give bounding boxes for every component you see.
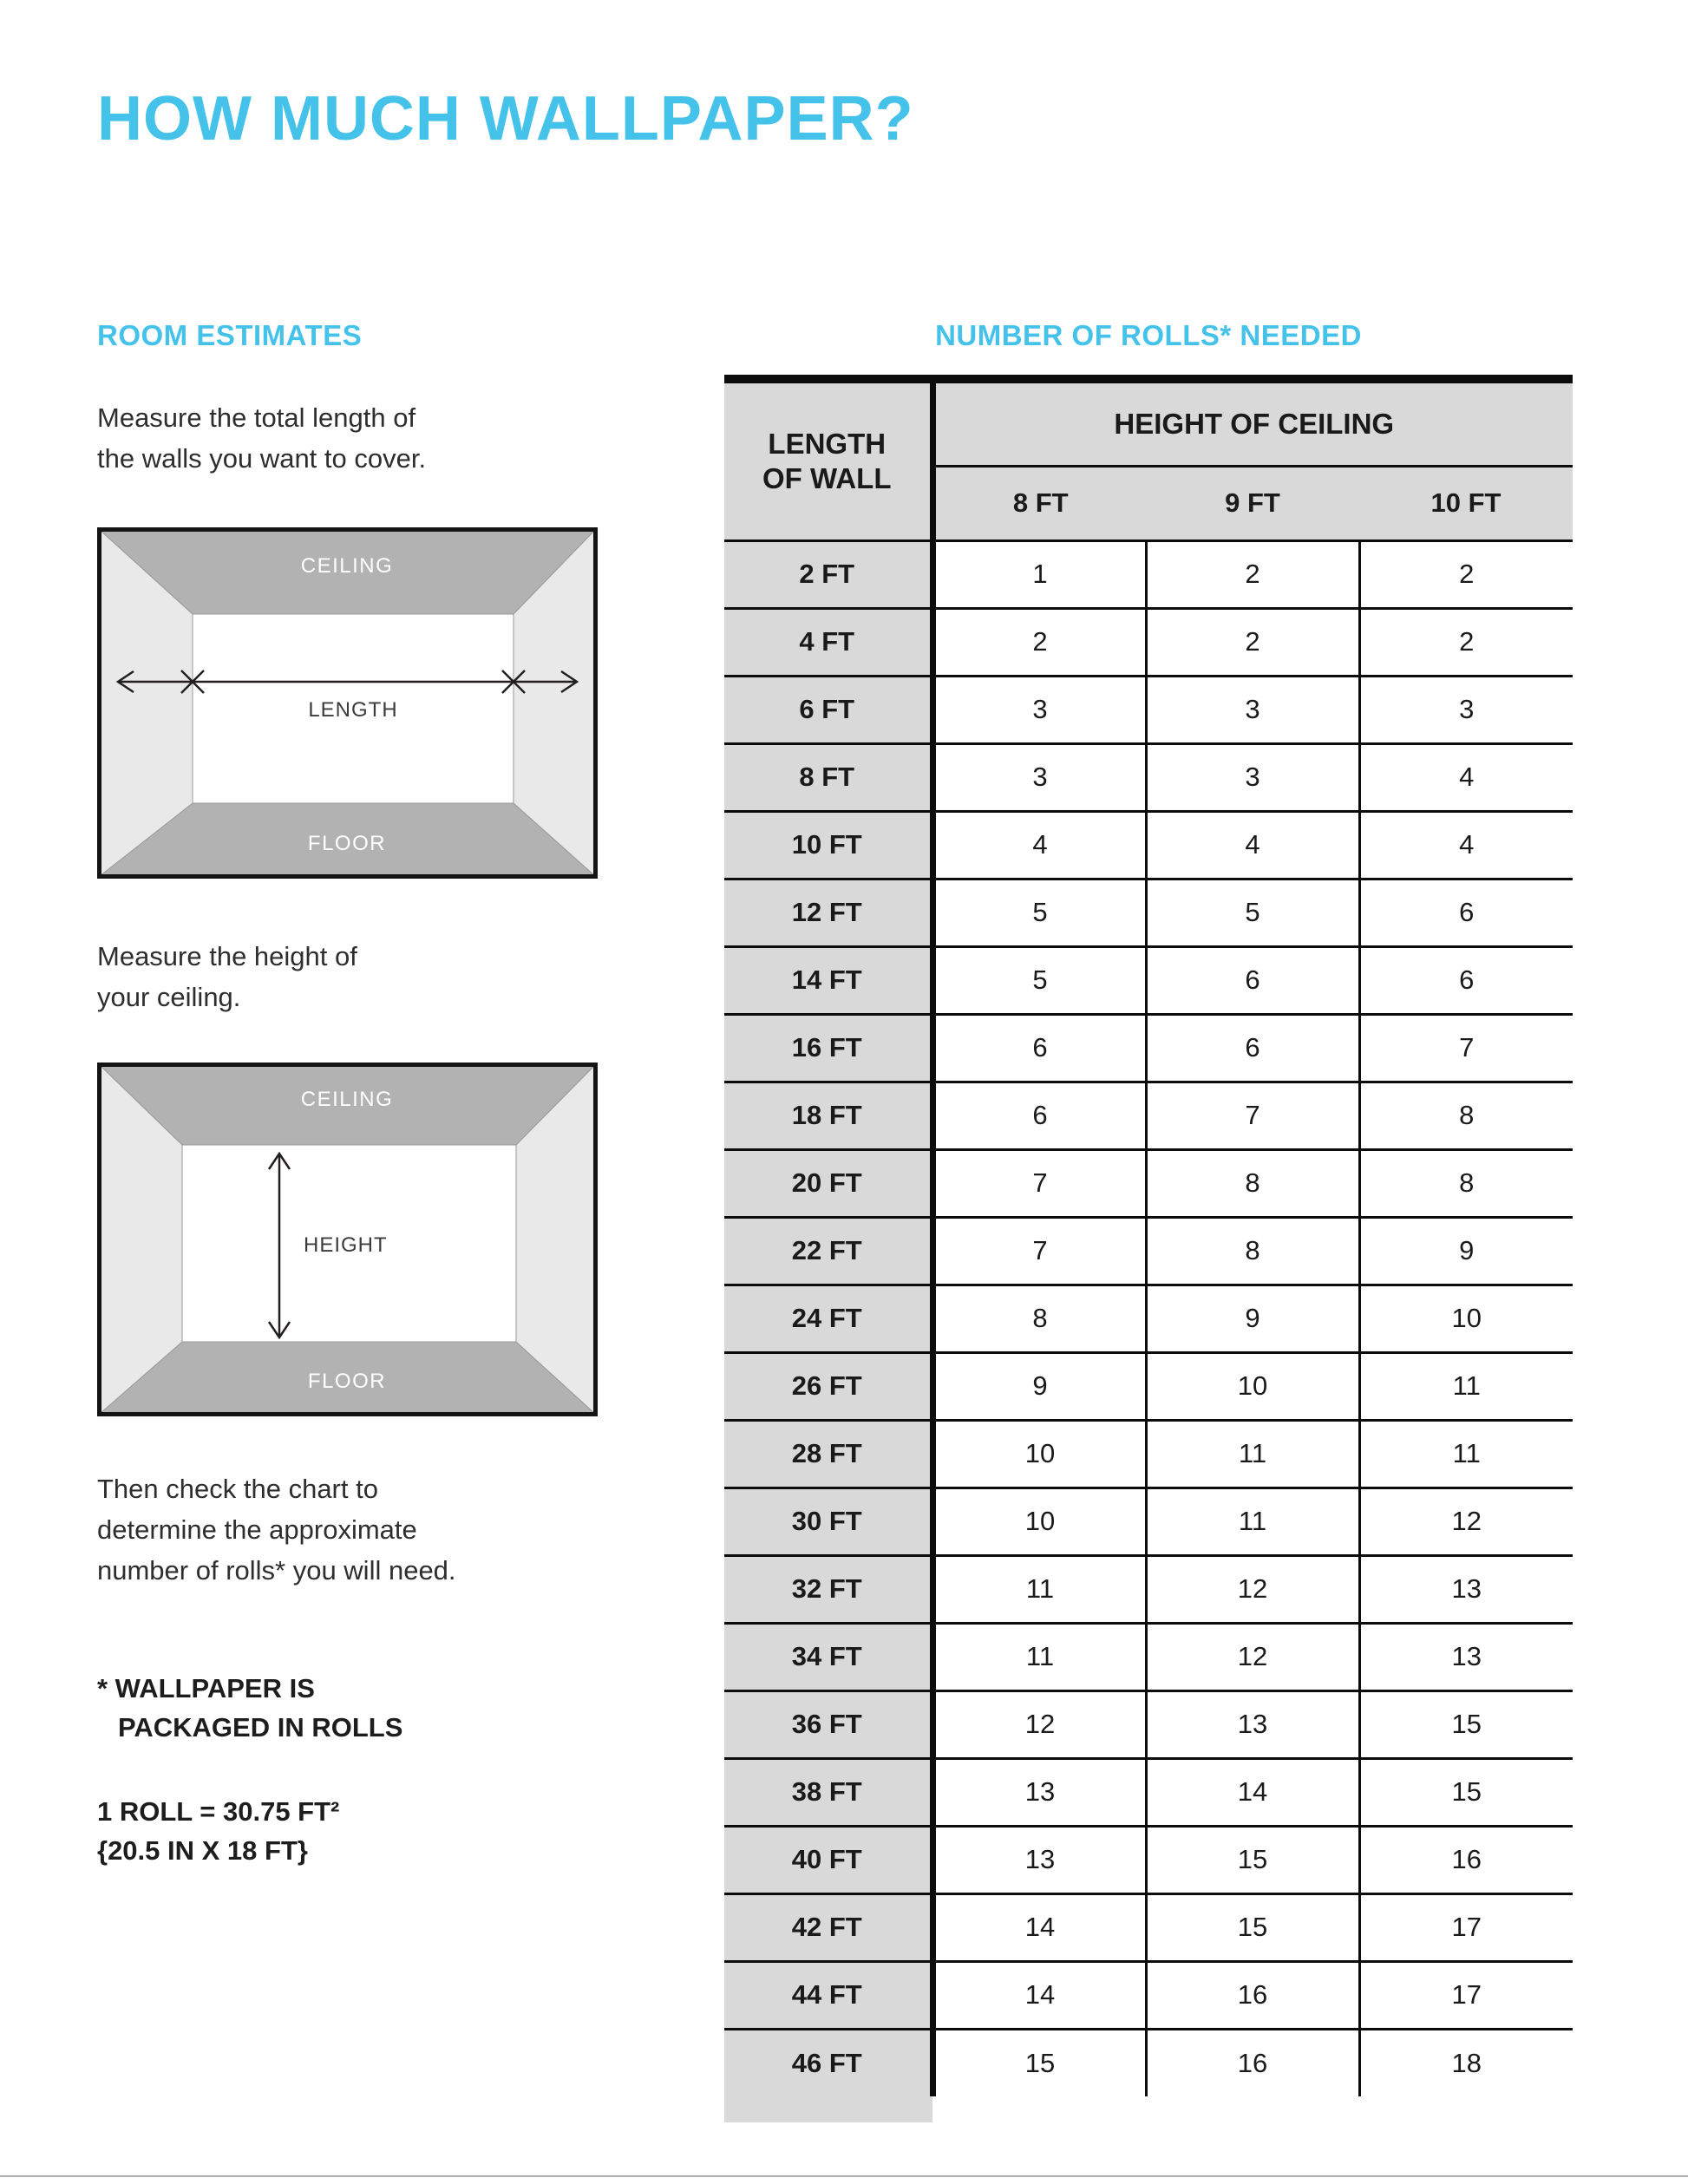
table-row	[724, 1488, 1573, 1555]
roll-count-cell: 15	[1024, 2047, 1056, 2078]
wall-length-cell: 22 FT	[724, 1217, 932, 1285]
roll-count-cell: 6	[932, 1014, 1146, 1082]
roll-count-cell: 15	[1146, 1893, 1359, 1961]
text-line: LENGTH	[768, 427, 887, 460]
roll-count-cell: 7	[932, 1217, 1146, 1285]
roll-count-cell: 8	[1146, 1217, 1359, 1285]
rolls-needed-heading: NUMBER OF ROLLS* NEEDED	[935, 319, 1362, 351]
roll-count-cell: 16	[1146, 1961, 1359, 2029]
roll-count-cell: 7	[932, 1149, 1146, 1217]
text-line: number of rolls* you will need.	[97, 1555, 456, 1586]
roll-count-cell: 3	[1359, 676, 1573, 743]
text-line: Measure the total length of	[97, 402, 416, 433]
instruction-measure-height	[97, 936, 626, 1017]
text-line: OF WALL	[762, 461, 892, 494]
roll-count-cell: 3	[932, 676, 1146, 743]
roll-count-cell: 2	[1359, 540, 1573, 608]
roll-count-cell: 8	[932, 1285, 1146, 1352]
roll-count-cell: 3	[1146, 676, 1359, 743]
height-dimension-label: HEIGHT	[304, 1233, 388, 1257]
wallpaper-packaging-footnote	[97, 1669, 626, 1747]
roll-count-cell: 13	[1146, 1690, 1359, 1758]
table-row	[724, 2029, 1573, 2096]
text-line: Then check the chart to	[97, 1474, 378, 1504]
wall-length-cell: 28 FT	[724, 1420, 932, 1488]
roll-count-cell: 11	[1359, 1420, 1573, 1488]
roll-size-spec	[97, 1792, 626, 1870]
room-estimates-section	[97, 319, 626, 1870]
table-row	[724, 743, 1573, 811]
roll-count-cell: 14	[1146, 1758, 1359, 1826]
wall-length-cell: 32 FT	[724, 1555, 932, 1623]
rolls-needed-section	[724, 319, 1573, 2122]
roll-count-cell: 8	[1359, 1149, 1573, 1217]
table-row	[724, 1082, 1573, 1149]
wall-length-cell: 36 FT	[724, 1690, 932, 1758]
table-row	[724, 1149, 1573, 1217]
page-title: HOW MUCH WALLPAPER?	[97, 84, 914, 154]
text-line: {20.5 IN X 18 FT}	[97, 1835, 308, 1866]
roll-count-cell: 11	[1359, 1352, 1573, 1420]
wall-length-cell: 10 FT	[724, 811, 932, 879]
table-row	[724, 1826, 1573, 1893]
roll-count-cell: 6	[1146, 1014, 1359, 1082]
roll-count-cell: 13	[932, 1758, 1146, 1826]
roll-count-cell: 5	[932, 946, 1146, 1014]
ceiling-label: CEILING	[300, 1088, 394, 1111]
text-line: PACKAGED IN ROLLS	[118, 1712, 403, 1743]
wall-length-cell: 2 FT	[724, 540, 932, 608]
column-header-10ft: 10 FT	[1359, 466, 1573, 540]
roll-count-cell: 12	[1146, 1555, 1359, 1623]
wall-length-cell: 8 FT	[724, 743, 932, 811]
roll-count-cell: 10	[932, 1488, 1146, 1555]
text-line: the walls you want to cover.	[97, 443, 427, 474]
ceiling-label: CEILING	[300, 554, 394, 578]
roll-count-cell: 13	[1359, 1555, 1573, 1623]
roll-count-cell: 9	[1146, 1285, 1359, 1352]
roll-count-cell: 7	[1146, 1082, 1359, 1149]
roll-count-cell: 6	[932, 1082, 1146, 1149]
table-row	[724, 1420, 1573, 1488]
table-row	[724, 608, 1573, 676]
table-row	[724, 946, 1573, 1014]
roll-count-cell: 2	[932, 608, 1146, 676]
instruction-check-chart	[97, 1468, 626, 1591]
roll-count-cell: 7	[1359, 1014, 1573, 1082]
text-line: * WALLPAPER IS	[97, 1673, 315, 1703]
column-header-8ft: 8 FT	[932, 466, 1146, 540]
roll-count-cell: 15	[1359, 1690, 1573, 1758]
roll-count-cell: 10	[932, 1420, 1146, 1488]
row-group-header	[724, 379, 932, 540]
roll-count-cell: 14	[932, 1893, 1146, 1961]
height-diagram	[97, 1063, 598, 1416]
table-row	[724, 1555, 1573, 1623]
roll-count-cell: 2	[1146, 540, 1359, 608]
roll-count-cell: 8	[1359, 1082, 1573, 1149]
table-row	[724, 1690, 1573, 1758]
roll-count-cell: 10	[1359, 1285, 1573, 1352]
wall-length-cell: 26 FT	[724, 1352, 932, 1420]
roll-count-cell: 2	[1146, 608, 1359, 676]
table-row	[724, 1217, 1573, 1285]
wall-length-cell: 24 FT	[724, 1285, 932, 1352]
wall-length-cell: 16 FT	[724, 1014, 932, 1082]
table-gray-stub	[724, 2096, 932, 2122]
roll-count-cell: 6	[1359, 946, 1573, 1014]
wall-length-cell: 30 FT	[724, 1488, 932, 1555]
roll-count-cell: 3	[1146, 743, 1359, 811]
roll-count-cell: 4	[1359, 811, 1573, 879]
roll-count-cell: 11	[1146, 1488, 1359, 1555]
table-row	[724, 1961, 1573, 2029]
length-dimension-label: LENGTH	[308, 698, 398, 722]
roll-count-cell: 2	[1359, 608, 1573, 676]
roll-count-cell: 15	[1146, 1826, 1359, 1893]
wall-length-cell: 40 FT	[724, 1826, 932, 1893]
column-header-9ft: 9 FT	[1146, 466, 1359, 540]
floor-label: FLOOR	[307, 832, 387, 855]
roll-count-cell: 5	[932, 879, 1146, 946]
wall-length-cell: 20 FT	[724, 1149, 932, 1217]
wall-length-cell: 34 FT	[724, 1623, 932, 1690]
rolls-table	[724, 375, 1573, 2096]
roll-count-cell: 12	[932, 1690, 1146, 1758]
roll-count-cell: 11	[932, 1555, 1146, 1623]
roll-count-cell: 10	[1146, 1352, 1359, 1420]
table-row	[724, 1014, 1573, 1082]
wall-length-cell: 18 FT	[724, 1082, 932, 1149]
column-group-header: HEIGHT OF CEILING	[932, 379, 1573, 466]
roll-count-cell: 17	[1359, 1961, 1573, 2029]
table-row	[724, 676, 1573, 743]
instruction-measure-length	[97, 397, 626, 479]
table-row	[724, 1623, 1573, 1690]
wall-length-cell: 14 FT	[724, 946, 932, 1014]
wall-length-cell: 6 FT	[724, 676, 932, 743]
wall-length-cell: 46 FT	[724, 2029, 932, 2096]
text-line: Measure the height of	[97, 941, 357, 971]
roll-count-cell: 4	[932, 811, 1146, 879]
roll-count-cell: 12	[1359, 1488, 1573, 1555]
roll-count-cell: 9	[932, 1352, 1146, 1420]
roll-count-cell: 4	[1146, 811, 1359, 879]
length-diagram	[97, 527, 598, 879]
roll-count-cell: 17	[1359, 1893, 1573, 1961]
roll-count-cell: 16	[1359, 1826, 1573, 1893]
wall-length-cell: 4 FT	[724, 608, 932, 676]
wall-length-cell: 12 FT	[724, 879, 932, 946]
text-line: 1 ROLL = 30.75 FT²	[97, 1796, 340, 1827]
roll-count-cell: 9	[1359, 1217, 1573, 1285]
roll-count-cell: 15	[1359, 1758, 1573, 1826]
floor-label: FLOOR	[307, 1370, 387, 1393]
wall-length-cell: 44 FT	[724, 1961, 932, 2029]
page-bottom-rule	[0, 2175, 1688, 2177]
roll-count-cell: 11	[932, 1623, 1146, 1690]
table-header-row	[724, 379, 1573, 466]
table-row	[724, 879, 1573, 946]
roll-count-cell: 4	[1359, 743, 1573, 811]
roll-count-cell: 8	[1146, 1149, 1359, 1217]
roll-count-cell: 16	[1146, 2029, 1359, 2096]
table-row	[724, 1352, 1573, 1420]
roll-count-cell: 6	[1146, 946, 1359, 1014]
roll-count-cell: 14	[932, 1961, 1146, 2029]
roll-count-cell: 12	[1146, 1623, 1359, 1690]
roll-count-cell: 1	[932, 540, 1146, 608]
table-row	[724, 1285, 1573, 1352]
roll-count-cell: 5	[1146, 879, 1359, 946]
wall-length-cell: 42 FT	[724, 1893, 932, 1961]
roll-count-cell: 6	[1359, 879, 1573, 946]
roll-count-cell: 18	[1359, 2029, 1573, 2096]
text-line: determine the approximate	[97, 1514, 417, 1545]
table-row	[724, 1893, 1573, 1961]
text-line: your ceiling.	[97, 982, 241, 1012]
table-row	[724, 540, 1573, 608]
roll-count-cell: 11	[1146, 1420, 1359, 1488]
wall-length-cell: 38 FT	[724, 1758, 932, 1826]
room-estimates-heading: ROOM ESTIMATES	[97, 319, 363, 351]
roll-count-cell: 3	[932, 743, 1146, 811]
table-row	[724, 811, 1573, 879]
roll-count-cell: 13	[932, 1826, 1146, 1893]
table-row	[724, 1758, 1573, 1826]
roll-count-cell: 13	[1359, 1623, 1573, 1690]
